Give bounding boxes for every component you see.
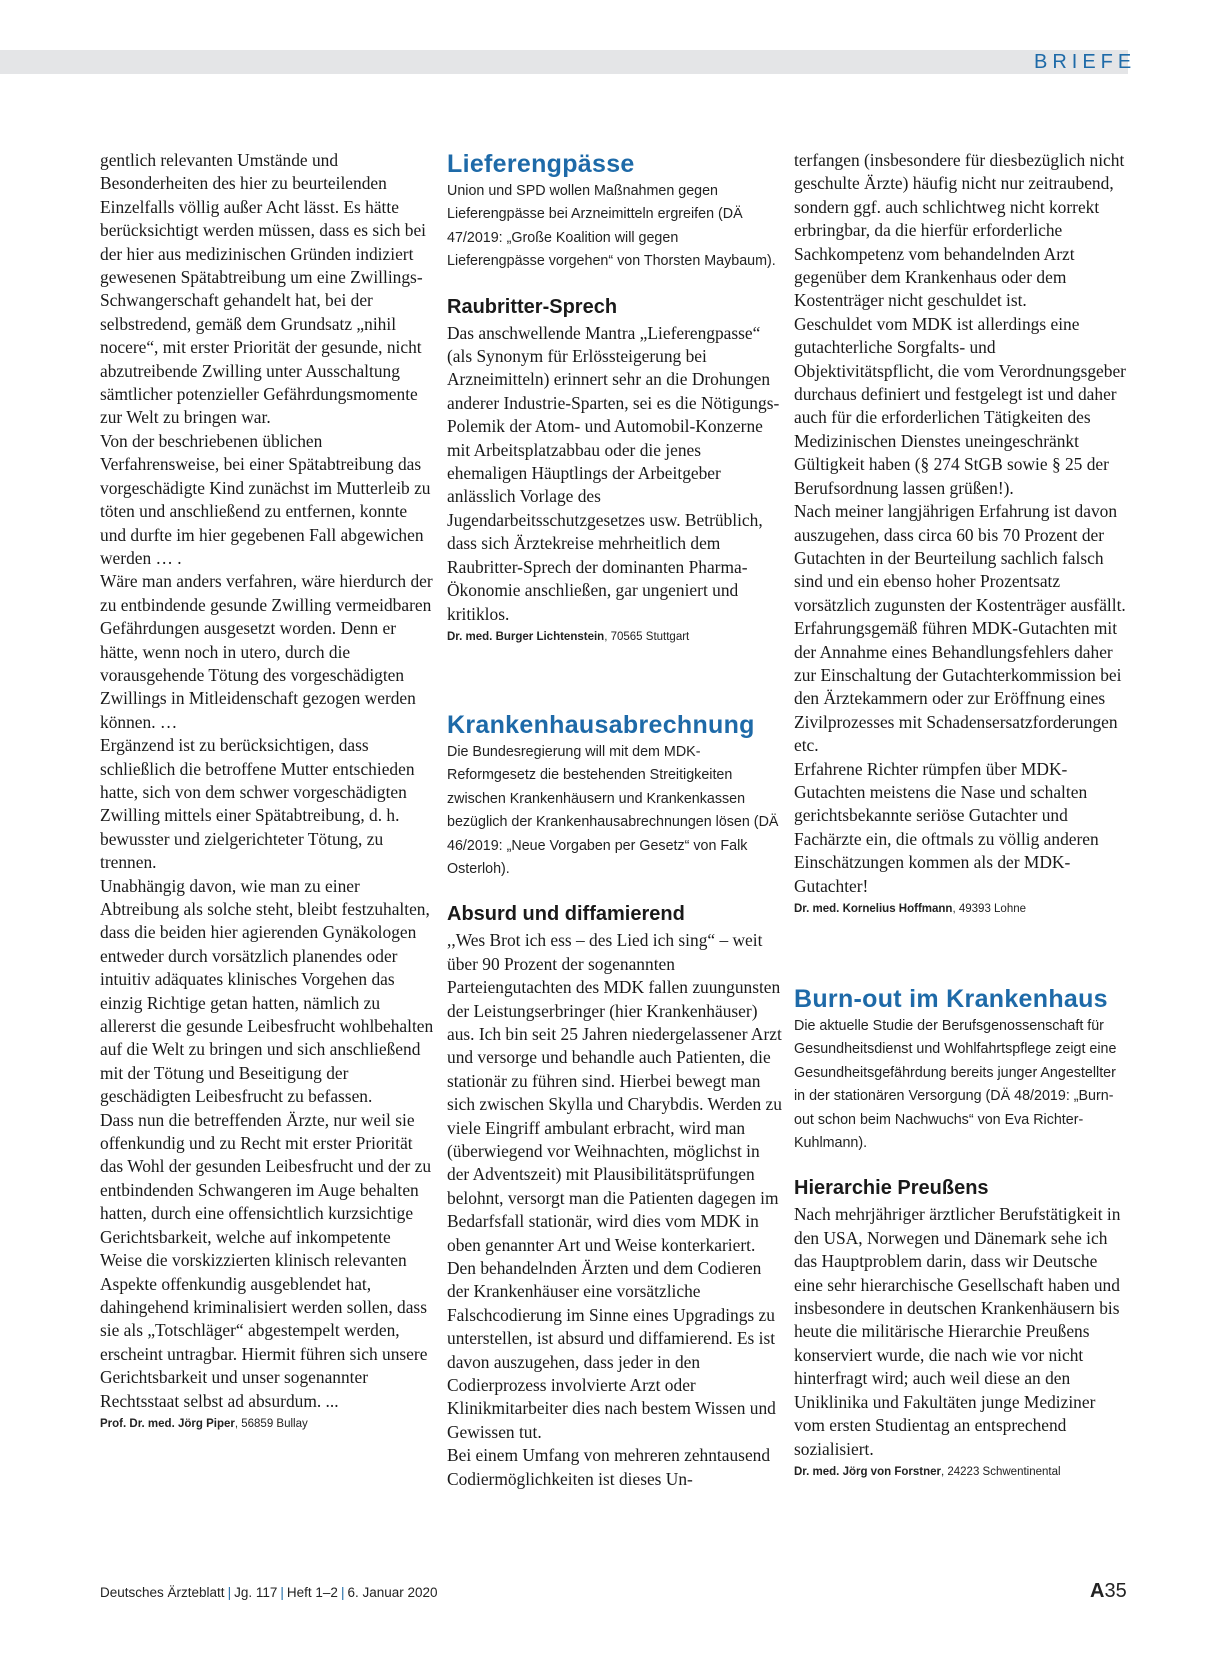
letter3-body: Nach mehrjähriger ärztlicher Berufstätigkeit in den USA, Norwegen und Dänemark sehe ich das Hauptproblem darin, dass wir Deutsche eine sehr hierarchische Gesellschaft haben und insbesondere in deutschen Krankenhäusern bis heute die militärische Hierarchie Preußens konserviert wurde, die nach wie vor nicht hinterfragt wird; auch weil diese an den Uniklinika und Fakultäten junge Mediziner vom ersten Studientag an entsprechend sozialisiert. [794, 1204, 1121, 1459]
letter-continued-text: gentlich relevanten Umstände und Besonderheiten des hier zu beurteilenden Einzelfalls völlig außer Acht lässt. Es hätte berücksichtigt werden müssen, dass es sich bei der hier aus medizinischen Gründen indiziert gewesenen Spätabtreibung um eine Zwillings-Schwangerschaft gehandelt hat, bei der selbstredend, gemäß dem Grundsatz „nihil nocere“, mit erster Priorität der gesunde, nicht abzutreibende Zwilling unter Ausschaltung sämtlicher potenzieller Gefährdungsmomente zur Welt zu bringen war. Von der beschriebenen üblichen Verfahrensweise, bei einer Spätabtreibung das vorgeschädigte Kind zunächst im Mutterleib zu töten und anschließend zu entfernen, konnte und durfte im hier gegebenen Fall abgewichen werden … . Wäre man anders verfahren, wäre hierdurch der zu entbindende gesunde Zwilling vermeidbaren Gefährdungen ausgesetzt worden. Denn er hätte, wenn noch in utero, durch die vorausgehende Tötung des vorgeschädigten Zwillings in Mitleidenschaft gezogen werden können. … Ergänzend ist zu berücksichtigen, dass schließlich die betroffene Mutter entschieden hatte, sich von dem schwer vorgeschädigten Zwilling mittels einer Spätabtreibung, d. h. bewusster und zielgerichteter Tötung, zu trennen. Unabhängig davon, wie man zu einer Abtreibung als solche steht, bleibt festzuhalten, dass die beiden hier agierenden Gynäkologen entweder durch vorsätzlich planendes oder intuitiv adäquates klinisches Vorgehen das einzig Richtige getan hatten, nämlich zu allererst die gesunde Leibesfrucht wohlbehalten auf die Welt zu bringen und sich anschließend mit der Tötung und Beseitigung der geschädigten Leibesfrucht zu befassen. Dass nun die betreffenden Ärzte, nur weil sie offenkundig und zu Recht mit erster Priorität das Wohl der gesunden Leibesfrucht und der zu entbindenden Schwangeren im Auge behalten hatten, durch eine offensichtlich kurzsichtige Gerichtsbarkeit, welche auf inkompetente Weise die vorskizzierten klinisch relevanten Aspekte offenkundig ausgeblendet hat, dahingehend kriminalisiert werden sollen, dass sie als „Totschläger“ abgestempelt werden, erscheint untragbar. Hiermit führen sich unsere Gerichtsbarkeit und unser sogenannter Rechtsstaat selbst ad absurdum. ... [100, 150, 434, 1411]
signature-name: Dr. med. Burger Lichtenstein [447, 630, 605, 643]
section-label: BRIEFE [1034, 51, 1137, 73]
footer-separator: | [280, 1585, 284, 1600]
journal-volume: Jg. 117 [234, 1585, 278, 1600]
letter3-signature [794, 1463, 1129, 1481]
column-2 [447, 149, 782, 1491]
signature-place: , 56859 Bullay [234, 1417, 308, 1430]
signature-place: , 70565 Stuttgart [604, 630, 690, 643]
letter3-topic-heading: Burn-out im Krankenhaus [794, 985, 1108, 1013]
signature-place: , 49393 Lohne [952, 903, 1027, 915]
page-number-value: 35 [1104, 1580, 1127, 1602]
letter3-title: Hierarchie Preußens [794, 1177, 989, 1200]
page-number [1090, 1579, 1127, 1603]
page-footer [100, 1583, 438, 1603]
journal-issue: Heft 1–2 [286, 1585, 338, 1600]
letter1-topic-heading: Lieferengpässe [447, 150, 635, 178]
letter1-body: Das anschwellende Mantra „Lieferengpasse“ (als Synonym für Erlössteigerung bei Arzneimitteln) erinnert sehr an die Drohungen anderer Industrie-Sparten, sei es die Nötigungs-Polemik der Atom- und Automobil-Konzerne mit Arbeitsplatzabbau oder die jenes ehemaligen Häuptlings der Arbeitgeber anlässlich Vorlage des Jugendarbeitsschutzgesetzes usw. Betrüblich, dass sich Ärztekreise mehrheitlich dem Raubritter-Sprech der dominanten Pharma-Ökonomie anschließen, gar ungeniert und kritiklos. [447, 322, 780, 624]
letter2-topic-heading: Krankenhausabrechnung [447, 710, 755, 739]
footer-separator: | [227, 1585, 232, 1600]
letter2-title: Absurd und diffamierend [447, 903, 685, 926]
letter-signature [100, 1415, 435, 1433]
signature-name: Dr. med. Kornelius Hoffmann [794, 903, 953, 915]
letter2-lead: Die Bundesregierung will mit dem MDK-Reformgesetz die bestehenden Streitigkeiten zwischen Krankenhäusern und Krankenkassen bezüglich der Krankenhausabrechnungen lösen (DÄ 46/2019: „Neue Vorgaben per Gesetz“ von Falk Osterloh). [447, 743, 779, 877]
signature-name: Prof. Dr. med. Jörg Piper [100, 1417, 235, 1430]
journal-name: Deutsches Ärzteblatt [100, 1585, 225, 1600]
signature-name: Dr. med. Jörg von Forstner [794, 1465, 941, 1478]
letter1-signature [447, 628, 782, 646]
letter2-signature [794, 900, 1129, 918]
footer-separator: | [340, 1585, 345, 1600]
letter2-body: ,,Wes Brot ich ess – des Lied ich sing“ – weit über 90 Prozent der sogenannten Parteiengutachten des MDK fallen zuungunsten der Leistungserbringer (hier Krankenhäuser) aus. Ich bin seit 25 Jahren niedergelassener Arzt und versorge und behandle auch Patienten, die stationär zu führen sind. Hierbei bewegt man sich zwischen Skylla und Charybdis. Werden zu viele Eingriff ambulant erbracht, wird man (überwiegend vor Weihnachten, möglichst in der Adventszeit) mit Plausibilitätsprüfungen belohnt, versorgt man die Patienten dagegen im Bedarfsfall stationär, wird dies vom MDK in oben genannter Art und Weise konterkariert. Den behandelnden Ärzten und dem Codieren der Krankenhäuser eine vorsätzliche Falschcodierung im Sinne eines Upgradings zu unterstellen, ist absurd und diffamierend. Es ist davon auszugehen, dass jeder in den Codierprozess involvierte Arzt oder Klinikmitarbeiter dies nach bestem Wissen und Gewissen tut. Bei einem Umfang von mehreren zehntausend Codiermöglichkeiten ist dieses Un- [447, 930, 782, 1489]
letter2-body-continued: terfangen (insbesondere für diesbezüglich nicht geschulte Ärzte) häufig nicht nur zeitraubend, sondern ggf. auch schlichtweg nicht korrekt erbringbar, da die hierfür erforderliche Sachkompetenz vom behandelnden Arzt gegenüber dem Krankenhaus oder dem Kostenträger nicht geschuldet ist. Geschuldet vom MDK ist allerdings eine gutachterliche Sorgfalts- und Objektivitätspflicht, die vom Verordnungsgeber durchaus definiert und festgelegt ist und daher auch für die erforderlichen Tätigkeiten des Medizinischen Dienstes uneingeschränkt Gültigkeit haben (§ 274 StGB sowie § 25 der Berufsordnung lassen grüßen!). Nach meiner langjährigen Erfahrung ist davon auszugehen, dass circa 60 bis 70 Prozent der Gutachten in der Beurteilung sachlich falsch sind und ein ebenso hoher Prozentsatz vorsätzlich zugunsten der Kostenträger ausfällt. Erfahrungsgemäß führen MDK-Gutachten mit der Annahme eines Behandlungsfehlers daher zur Einschaltung der Gutachterkommission bei den Ärztekammern oder zur Eröffnung eines Zivilprozesses mit Schadensersatzforderungen etc. Erfahrene Richter rümpfen über MDK-Gutachten meistens die Nase und schalten gerichtsbekannte seriöse Gutachter und Fachärzte ein, die oftmals zu völlig anderen Einschätzungen kommen als der MDK-Gutachter! [794, 150, 1126, 896]
column-3 [794, 149, 1129, 1481]
page-prefix: A [1090, 1580, 1105, 1602]
signature-place: , 24223 Schwentinental [940, 1465, 1061, 1478]
letter1-lead: Union und SPD wollen Maßnahmen gegen Lieferengpässe bei Arzneimitteln ergreifen (DÄ 47/2019: „Große Koalition will gegen Lieferengpässe vorgehen“ von Thorsten Maybaum). [447, 183, 776, 270]
header-bar [0, 50, 1128, 74]
column-1 [100, 149, 435, 1433]
letter1-title: Raubritter-Sprech [447, 295, 618, 318]
letter3-lead: Die aktuelle Studie der Berufsgenossenschaft für Gesundheitsdienst und Wohlfahrtspflege zeigt eine Gesundheitsgefährdung bereits junger Angestellter in der stationären Versorgung (DÄ 48/2019: „Burn-out schon beim Nachwuchs“ von Eva Richter-Kuhlmann). [794, 1018, 1117, 1152]
journal-date: 6. Januar 2020 [347, 1585, 438, 1600]
